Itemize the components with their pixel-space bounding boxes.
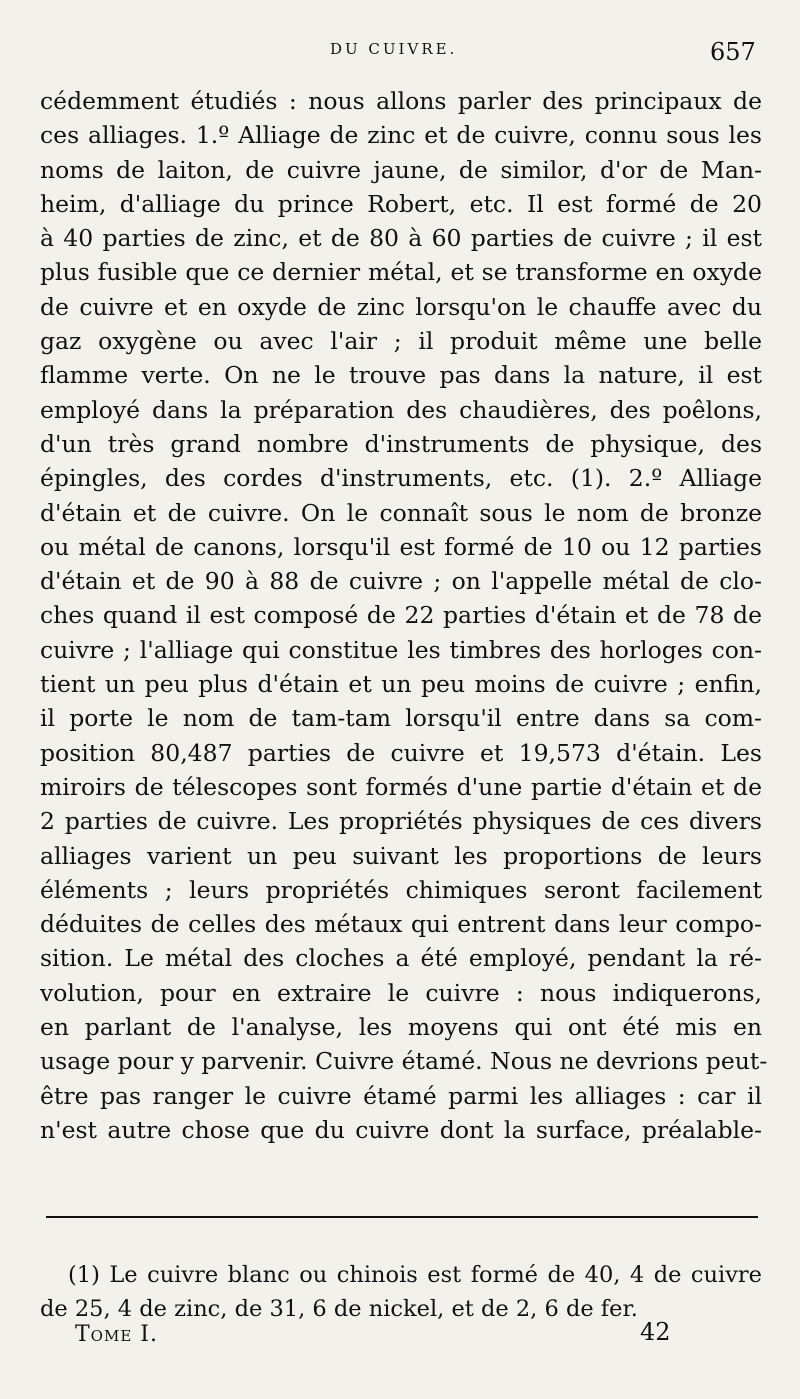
page-header (0, 38, 800, 78)
text-line: ches quand il est composé de 22 parties d'étain et de 78 de (40, 601, 762, 630)
text-line: heim, d'alliage du prince Robert, etc. Il est formé de 20 (40, 189, 762, 218)
text-line: d'étain et de 90 à 88 de cuivre ; on l'appelle métal de clo- (40, 567, 762, 596)
text-line: d'étain et de cuivre. On le connaît sous le nom de bronze (40, 498, 762, 527)
text-line: miroirs de télescopes sont formés d'une partie d'étain et de (40, 772, 762, 801)
text-line: usage pour y parvenir. Cuivre étamé. Nous ne devrions peut- (40, 1047, 768, 1076)
text-line: tient un peu plus d'étain et un peu moins de cuivre ; enfin, (40, 670, 762, 699)
footnote (40, 1258, 762, 1326)
volume-label: Tome I. (75, 1322, 158, 1347)
text-line: de cuivre et en oxyde de zinc lorsqu'on le chauffe avec du (40, 292, 762, 321)
text-line: volution, pour en extraire le cuivre : nous indiquerons, (40, 978, 762, 1007)
text-line: gaz oxygène ou avec l'air ; il produit même une belle (40, 327, 762, 356)
text-line: cuivre ; l'alliage qui constitue les timbres des horloges con- (40, 635, 762, 664)
page-footer (0, 1318, 800, 1362)
text-line: éléments ; leurs propriétés chimiques seront facilement (40, 875, 762, 904)
text-line: n'est autre chose que du cuivre dont la surface, préalable- (40, 1115, 762, 1144)
sheet-number: 42 (640, 1318, 671, 1346)
text-line: position 80,487 parties de cuivre et 19,573 d'étain. Les (40, 738, 762, 767)
footnote-line: (1) Le cuivre blanc ou chinois est formé de 40, 4 de cuivre (68, 1262, 762, 1288)
text-line: épingles, des cordes d'instruments, etc. (1). 2.º Alliage (40, 464, 762, 493)
body-text (40, 84, 768, 1147)
text-line: déduites de celles des métaux qui entrent dans leur compo- (40, 910, 762, 939)
text-line: noms de laiton, de cuivre jaune, de similor, d'or de Man- (40, 155, 762, 184)
text-line: alliages varient un peu suivant les proportions de leurs (40, 841, 762, 870)
text-line: plus fusible que ce dernier métal, et se transforme en oxyde (40, 258, 762, 287)
text-line: d'un très grand nombre d'instruments de physique, des (40, 429, 762, 458)
text-line: il porte le nom de tam-tam lorsqu'il entre dans sa com- (40, 704, 762, 733)
text-line: ou métal de canons, lorsqu'il est formé de 10 ou 12 parties (40, 532, 762, 561)
text-line: en parlant de l'analyse, les moyens qui ont été mis en (40, 1013, 762, 1042)
text-line: cédemment étudiés : nous allons parler des principaux de (40, 87, 762, 115)
footnote-rule (46, 1216, 758, 1218)
text-line: employé dans la préparation des chaudières, des poêlons, (40, 395, 762, 424)
text-line: sition. Le métal des cloches a été employé, pendant la ré- (40, 944, 762, 973)
page-number: 657 (710, 38, 756, 66)
text-line: 2 parties de cuivre. Les propriétés physiques de ces divers (40, 807, 762, 836)
running-head: DU CUIVRE. (330, 40, 458, 58)
text-line: flamme verte. On ne le trouve pas dans la nature, il est (40, 361, 762, 390)
text-line: à 40 parties de zinc, et de 80 à 60 parties de cuivre ; il est (40, 224, 762, 253)
text-line: être pas ranger le cuivre étamé parmi les alliages : car il (40, 1081, 762, 1110)
text-line: ces alliages. 1.º Alliage de zinc et de cuivre, connu sous les (40, 121, 762, 150)
footnote-line: de 25, 4 de zinc, de 31, 6 de nickel, et de 2, 6 de fer. (40, 1296, 638, 1322)
